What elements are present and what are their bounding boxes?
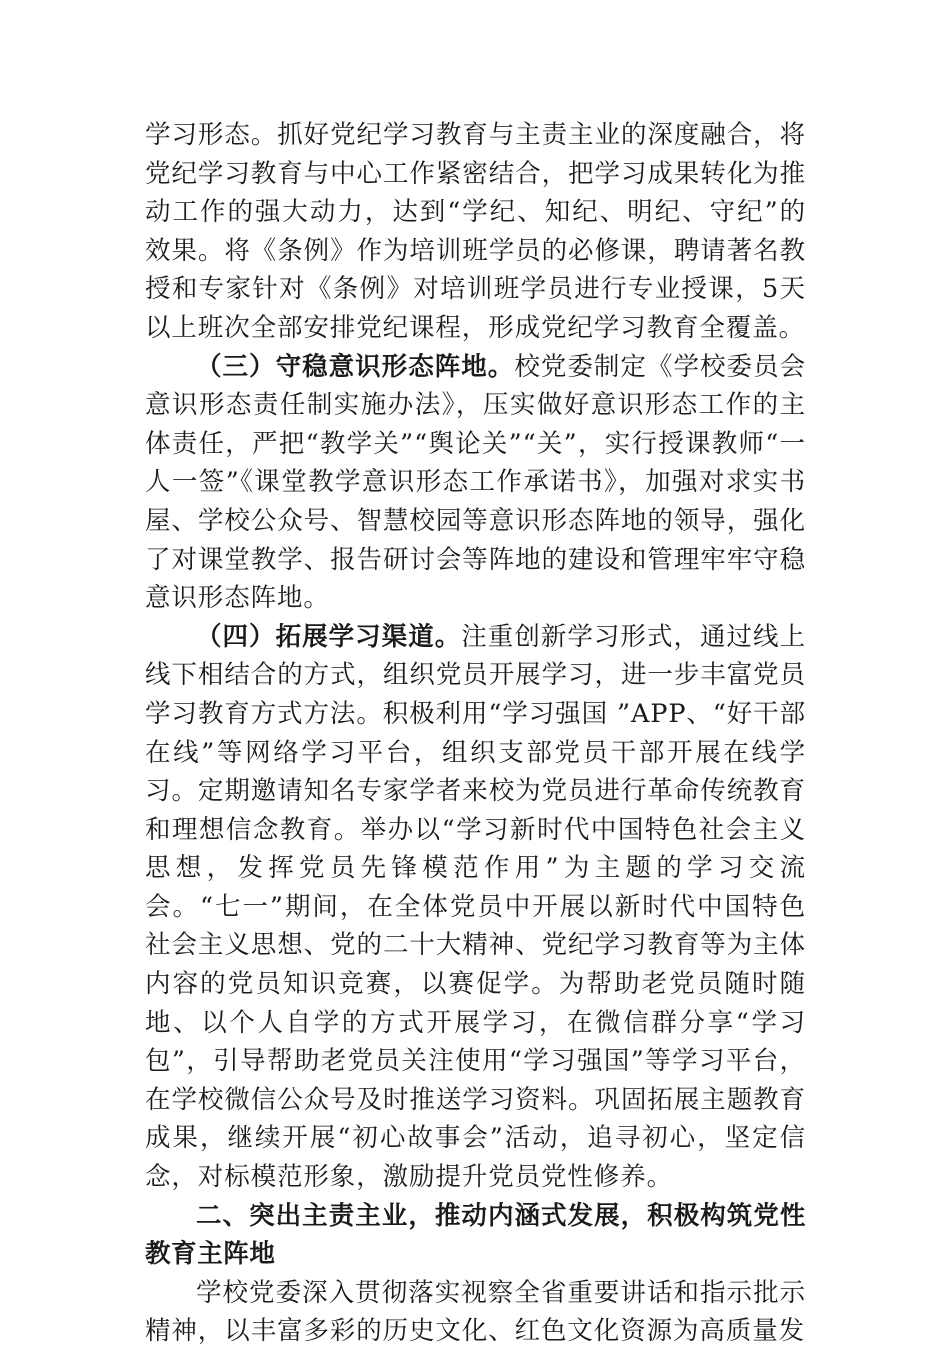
section-4-heading: （四）拓展学习渠道。 — [196, 621, 462, 652]
section-two-body: 学校党委深入贯彻落实视察全省重要讲话和指示批示精神，以丰富多彩的历史文化、红色文化资源为高质量发 — [145, 1277, 806, 1347]
document-page — [145, 116, 806, 1351]
section-two-heading: 二、突出主责主业，推动内涵式发展，积极构筑党性教育主阵地 — [145, 1200, 806, 1270]
paragraph-continuation: 学习形态。抓好党纪学习教育与主责主业的深度融合，将党纪学习教育与中心工作紧密结合，把学习成果转化为推动工作的强大动力，达到“学纪、知纪、明纪、守纪”的效果。将《条例》作为培训班学员的必修课，聘请著名教授和专家针对《条例》对培训班学员进行专业授课，5天以上班次全部安排党纪课程，形成党纪学习教育全覆盖。 — [145, 120, 806, 343]
section-3-body: 校党委制定《学校委员会意识形态责任制实施办法》，压实做好意识形态工作的主体责任，严把“教学关”“舆论关”“关”，实行授课教师“一人一签”《课堂教学意识形态工作承诺书》，加强对求实书屋、学校公众号、智慧校园等意识形态阵地的领导，强化了对课堂教学、报告研讨会等阵地的建设和管理牢牢守稳意识形态阵地。 — [145, 351, 806, 614]
paragraph-section-4 — [145, 618, 806, 1197]
section-4-body: 注重创新学习形式，通过线上线下相结合的方式，组织党员开展学习，进一步丰富党员学习教育方式方法。积极利用“学习强国 ”APP、“好干部在线”等网络学习平台，组织支部党员干部开展在线学习。定期邀请知名专家学者来校为党员进行革命传统教育和理想信念教育。举办以“学习新时代中国特色社会主义思想，发挥党员先锋模范作用”为主题的学习交流会。“七一”期间，在全体党员中开展以新时代中国特色社会主义思想、党的二十大精神、党纪学习教育等为主体内容的党员知识竞赛，以赛促学。为帮助老党员随时随地、以个人自学的方式开展学习，在微信群分享“学习包”，引导帮助老党员关注使用“学习强国”等学习平台，在学校微信公众号及时推送学习资料。巩固拓展主题教育成果，继续开展“初心故事会”活动，追寻初心，坚定信念，对标模范形象，激励提升党员党性修养。 — [145, 621, 806, 1193]
section-3-heading: （三）守稳意识形态阵地。 — [196, 351, 515, 382]
paragraph-section-3 — [145, 348, 806, 618]
